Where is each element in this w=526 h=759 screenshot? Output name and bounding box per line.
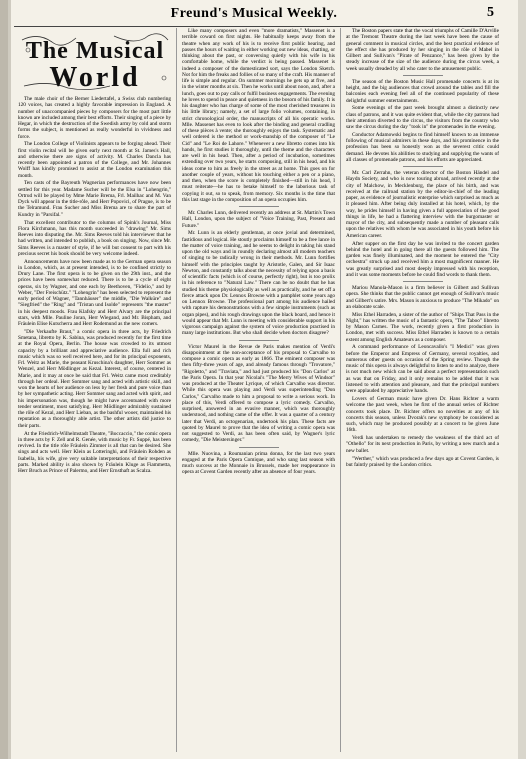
section-divider [403, 166, 443, 167]
paragraph: After supper on the first day he was invited to the concert garden behind the hotel and in going there all the guests followed him. The garden was finely illuminated, and the moment he entered the "City orchestra" struck up and received him a most magnificent manner. He was greatly surprised and most deeply impressed with his reception, and it was some moments before he could find words to thank them. [346, 240, 499, 278]
paragraph: Mariou Manola-Mason is a firm believer in Gilbert and Sullivan opera. She thinks that the public cannot get enough of Sullivan's music and Gilbert's satire. Mrs. Mason is anxious to produce "The Mikado" on an elaborate scale. [346, 285, 499, 310]
paragraph: Mr. Carl Zerrahn, the veteran director of the Boston Händel and Haydn Society, and who is now touring abroad, arrived recently at the city of Malchow, in Mecklenburg, the place of his birth, and was received at the railroad station by the editor-in-chief of the leading paper, as evidence of journalistic enterprise which surprised as much as it pleased him. After being duly installed at his hotel, which, by the way, he prides himself in having given a full appreciation of the good things in life, he had a flattering interview with the burgomaster or mayor of the city, and subsequently made a number of pleasant calls upon the relatives with whom he was associated in his youth before his American career. [346, 170, 499, 239]
publication-title: Freund's Musical Weekly. [170, 6, 338, 21]
paragraph: Some evenings of the past week brought almost a distinctly new class of patrons, and it was quite evident that, while the city patrons had their attention diverted to the circus, the visitors from the country who saw the circus during the day "took in" the promenades in the evening. [346, 105, 499, 131]
paragraph: That excellent contributor to the columns of Spink's Journal, Miss Flora Kirchmann, has this month succeeded in "drawing" Mr. Sims Reeves into disputing the. Mr. Sims Reeves told his interviewer that he had written, and intended to publish, a book on singing. Now, since Mr. Sims Reeves is a master of style, if he will but consent to part with his precious secret his book should be very welcome indeed. [18, 219, 171, 257]
paragraph: Mr. Charles Lunn, delivered recently an address at St. Martin's Town Hall, London, upon the subject of "Voice Training, Past, Present and Future." [182, 210, 335, 229]
masthead-logo [18, 30, 172, 94]
paragraph: "Die Verkaufte Braut," a comic opera in three acts, by Friedrich Smetana, libretto by K. Sabina, was produced recently for the first time at the Royal Opera, Berlin. The house was crowded to its utmost capacity by a brilliant and appreciative audience. Ella full and rich music which was so well received here, and for its principal exponents, Frl. Weitz as Marie, the peasant Kruschina's daughter, Herr Sommer as Wenzel, and Herr Mödlinger as Kezal. Interest, of course, centered in Marie, and it may at once be said that Frl. Weitz came most creditably through her ordeal. Herr Sommer sang and acted with artistic skill, and won the hearts of her audience on less by her fresh and pure voice than by her sympathetic acting. Herr Sommer sang and acted with spirit, and his impersonation was, though he might have accentuated with more tender sentiment, most satisfying. Herr Mödlinger admirably sustained the rôle of Kezal, and Herr Lieban, as the bashful wooer, maintained his reputation as a thoroughly able artist. The other artists did justice to their parts. [18, 328, 171, 429]
section-divider [239, 340, 279, 341]
paragraph: Ten casts of the Bayreuth Wagnerian performances have now been settled for this year. Madame Sucher will be the Elsa in "Lohengrin," Ortrud will be played by Mme Marie Brema, Frl. Mailhac and M. Van Dyck will appear in the title-rôle, and Herr Popovici, of Prague, is to be the Telramund. Frau Sucher and Miss Brema are to share the part of Kundry in "Parsifal." [18, 180, 171, 218]
masthead-line2: World [49, 62, 141, 93]
column-rule [176, 28, 177, 752]
paragraph: Announcements have now been made as to the German opera season in London, which, as at present intended, is to be confined strictly to Drury Lane. The first opera is to be given on the 29th inst., and the prices have been somewhat reduced. There is to be a cycle of eight operas, six by Wagner, and one each by Beethoven, "Fidelio," and by Weber, "Der Freischütz." "Lohengrin" has been selected to represent the early period of Wagner, "Tannhäuser" the middle, "Die Walküre" and "Siegfried" the "Ring" and "Tristan und Isolde" represents "the master" in his deepest moods. Frau Klafsky and Herr Alvary are the principal stars, with Mlle. Pauline Joran, Herr Wiegand, and Mr. Bispham, and Fräulein Elise Kutscherra and Herr Rodemund as the new comers. [18, 258, 171, 328]
section-divider [403, 281, 443, 282]
paragraph: Mlle. Nuovina, a Roumanian prima donna, for the last two years engaged at the Paris Opera Comique, and who sang last season with much success at the Monnaie in Brussels, made her reappearance in opera at Covent Garden recently after an absence of four years. [182, 450, 335, 476]
paragraph: Like many composers and even "more dramatists," Massenet is a terrible coward on first nights. He habitually keeps away from the theatre when any work of his is to receive first public hearing, and passes the hours of waiting in either working out new ideas, chatting, or thinking about the past, or conversing quietly with his wife in his comfortable home, while the verdict is being passed. Massenet is indeed a composer of the domesticated sort, says the London Sketch. Not for him the freaks and follies of so many of the craft. His manner of life is simple and regular. On summer mornings he gets up at five, and in the winter months at six. Then he works until about noon, and, after a lunch, goes out to pay calls or fulfil business engagements. The evening he loves to spend in peace and quietness in the bosom of his family. It is his daughter who has charge of some of the most cherished treasures in his little library; namely, a set of large folio volumes, containing, in strict chronological order, the manuscripts of all his operatic works. Mlle. Massenet has even to look after the binding and general cradling of these pièces à vente; she thoroughly enjoys the task. Systematic and well ordered is the method or work-manship of the composer of "Le Cid" and "Le Roi de Lahore." Whenever a new libretto comes into his hands, he first studies it thoroughly, until the theme and the characters are well in his head. Then, after a period of incubation, sometimes extending over two years, he starts composing, still in his head, and his ideas come to him as freely in the street as at home. This goes on for another couple of years, without his touching either a pen or a piano, and then, when the score is completely finished—still in his head, I must reiterate—he has to betake himself to the laborious task of copying it out, so to speak, from memory. Six months is the time that this last stage in the composition of an opera occupies him. [182, 28, 335, 203]
column-rule [340, 28, 341, 752]
paragraph: The Boston papers state that the vocal triumphs of Camille D'Arville at the Tremont Theatre during the last week have been the cause of general comment in musical circles, and the best practical evidence of the effect she has produced by her singing in the rôle of Mabel in Gilbert and Sullivan's "Pirate of Penzance," has been given by the steady increase of the size of the audience during the circus week, a week usually dreaded by all who cater to the amusement public. [346, 28, 499, 72]
section-divider [403, 75, 443, 76]
paragraph: At the Friedrich-Wilhelmstadt Theatre, "Boccaccio," the comic opera in three acts by F. Zell and R. Genée, with music by Fr. Suppé, has been revived. In the title rôle Fräulein Zimmer is all that can be desired. She sings and acts well. Herr Klein as Lotteringhi, and Fräulein Rohden as Isabella, his wife, give very suitable interpretations of their respective parts. Marked ability is also shown by Fräulein Kluge as Fiammetta, Herr Bruch as Prince of Palermo, and Herr Ernsthaft as Scalza. [18, 430, 171, 475]
paragraph: Victor Maurel in the Revue de Paris makes mention of Verdi's disappointment at the non-acceptance of his proposal to Carvalho to compose a comic opera as early as 1866. The eminent composer was then fifty-three years of age, and already famous through "Trovatore," "Rigoletto," and "Traviata," and had just produced his "Don Carlos" at the Paris Opera. In that year Nicolai's "The Merry Wives of Windsor" was produced at the Theater Lyrique, of which Carvalho was director. While this opera was playing and Verdi was superintending "Don Carlos," Carvalho made to him a proposal to write a serious work. In place of this, Verdi offered to compose a lyric comedy. Carvalho, surprised, answered in an evasive manner, which was thoroughly understood, and nothing came of the offer. It was a quarter of a century later that Verdi, an octogenarian, undertook his plan. These facts are quoted by Maurel to prove that the idea of writing a comic opera was not suggested to Verdi, as has been often said, by Wagner's lyric comedy, "Die Meistersinger." [182, 343, 335, 444]
paragraph: Verdi has undertaken to remedy the weakness of the third act of "Othello" for its next production in Paris, by writing a new march and a new ballet. [346, 435, 499, 454]
column-3 [346, 28, 499, 753]
paragraph: Miss Ethel Harraden, a sister of the author of "Ships That Pass in the Night," has written the music of a fantastic opera, "The Taboo" libretto by Mason Carnes. The work, recently given a first production in London, met with success. Miss Ethel Harraden is known to a certain extent among English Amateurs as a composer. [346, 311, 499, 343]
paragraph: The male choir of the Berner Liedertafel, a Swiss club numbering 120 voices, has created a highly favorable impression in England. A number of unaccompanied pieces by composers for the most part little known are included among their best efforts. Their singing of a piece by Hegar, in which the destruction of the Swedish army by cold and storm forms the subject, is mentioned as really wonderful in vividness and force. [18, 96, 171, 140]
paragraph: A command performance of Leoncavallo's "I Medici" was given before the Emperor and Empress of Germany, several royalties, and numerous other guests on occasion of the Spring review. Though the music of this opera is always delightful to listen to and to analyze, there is not much new which can be said about a perfect representation such as was that on Friday, and it only remains to be added that it was listened to with attention and pleasure, and that the principal numbers were applauded by appreciative hands. [346, 344, 499, 395]
paragraph: The season of the Boston Music Hall promenade concerts is at its height, and the big audiences that crowd around the tables and fill the balconies each evening feel all of the continued popularity of these delightful summer entertainments. [346, 78, 499, 104]
column-1 [18, 96, 171, 753]
column-2 [182, 28, 335, 753]
page-header [14, 4, 494, 27]
the-musical-world-masthead [18, 30, 172, 94]
paragraph: Conductor Adamowski begins to find himself known to an immense following of musical admirers in these days, and his prominence in the profession has been so honestly won as the severest critic could demand. He devotes his abilities to studying and supplying the wants of all classes of promenade patrons, and his efforts are appreciated. [346, 131, 499, 163]
paragraph: Mr. Lunn is an elderly gentleman, at once jovial and determined, fastidious and logical. He stoutly proclaims himself to be a free lance in the matter of voice training, and he seems to delight in taking his stand upon the old ways and in roundly declaring almost all modern teachers of singing to be radically wrong in their methods. Mr. Lunn fortifies himself with the principles taught by Aristotle, Galen, and Sir Isaac Newton, and constantly talks about the necessity of relying upon a basis of scientific facts (which is of course, perfectly right), but is too prolix in his reference to "Natural Law." There can be no doubt that he has studied his theme physiologically as well as practically, and he set off a fierce attack upon Dr. Lennox Browne with a pamphlet some years ago on Lennox Browne. The professional part among his audience hailed with rapture his demonstrations with a few simple instruments (such as organ pipes), and his rough drawings upon the black board, and hence it would appear that Mr. Lunn is meeting with considerable support in his vigorous campaign against the system of voice production practised in many large institutions. But who shall decide when doctors disagree? [182, 230, 335, 337]
page-binding-edge [0, 0, 8, 759]
paragraph: The London College of Violinists appears to be forging ahead. Their first violin recital will be given early next month at St. James's Hall, and otherwise there are signs of activity. M. Charles Dancla has recently been appointed a patron of the College, and Mr. Johannes Wolff has kindly promised to assist at the London examination this month. [18, 141, 171, 179]
paragraph: "Werther," which was produced a few days ago at Covent Garden, is but faintly praised by the London critics. [346, 455, 499, 468]
section-divider [239, 206, 279, 207]
page-number: 5 [487, 5, 494, 20]
masthead-line1: The Musical [25, 38, 165, 64]
section-divider [239, 447, 279, 448]
paragraph: Lovers of German music have given Dr. Hans Richter a warm welcome the past week, when he first of the annual series of Richter concerts took place. Dr. Richter offers no novelties at any of his concerts this season, unless Dvorak's new symphony be considered as such, which may be produced possibly at a concert to be given June 16th. [346, 396, 499, 434]
